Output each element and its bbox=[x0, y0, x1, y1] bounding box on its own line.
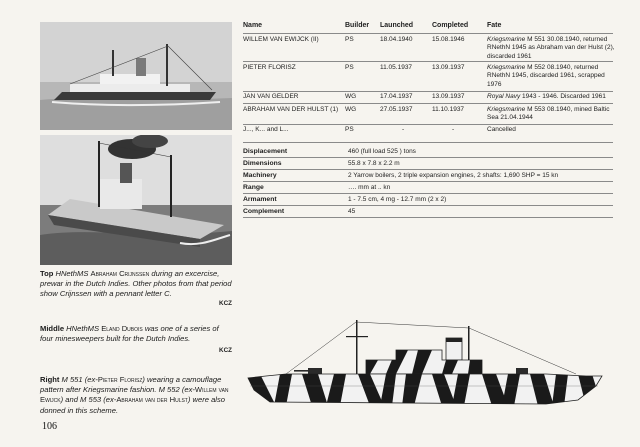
column-header-launched: Launched bbox=[380, 22, 414, 29]
caption-text: ) were also donned in this scheme. bbox=[40, 395, 226, 415]
cell-completed: - bbox=[452, 126, 455, 133]
fate-text: M 553 08.1940, mined Baltic Sea 21.04.1944 bbox=[487, 106, 610, 122]
spec-label-machinery: Machinery bbox=[243, 172, 277, 179]
top-photo-caption bbox=[40, 269, 232, 300]
spec-label-displacement: Displacement bbox=[243, 148, 288, 155]
cell-builder: PS bbox=[345, 64, 354, 71]
spec-rule bbox=[243, 157, 613, 158]
table-rule bbox=[243, 103, 613, 104]
cell-fate bbox=[487, 106, 615, 123]
top-ship-photo bbox=[40, 22, 232, 130]
fate-text: M 551 30.08.1940, returned RNethN 1945 as Abraham van der Hulst (2), discarded 1961 bbox=[487, 36, 615, 60]
photo-credit: KCZ bbox=[219, 347, 232, 354]
cell-builder: WG bbox=[345, 93, 357, 100]
column-header-fate: Fate bbox=[487, 22, 502, 29]
table-rule bbox=[243, 61, 613, 62]
spec-rule bbox=[243, 205, 613, 206]
spec-rule bbox=[243, 193, 613, 194]
spec-label-range: Range bbox=[243, 184, 264, 191]
cell-launched: - bbox=[402, 126, 405, 133]
cell-name: WILLEM VAN EWIJCK (II) bbox=[243, 36, 319, 43]
caption-text: HNethMS bbox=[64, 324, 102, 333]
cell-completed: 13.09.1937 bbox=[432, 64, 465, 71]
cell-launched: 27.05.1937 bbox=[380, 106, 413, 113]
column-header-completed: Completed bbox=[432, 22, 469, 29]
spec-rule bbox=[243, 142, 613, 143]
spec-value-displacement: 460 (full load 525 ) tons bbox=[348, 148, 416, 155]
cell-fate bbox=[487, 36, 615, 61]
caption-ship-name: Eland Dubois bbox=[101, 324, 143, 333]
spec-label-armament: Armament bbox=[243, 196, 277, 203]
caption-text: HNethMS bbox=[53, 269, 91, 278]
table-header-row bbox=[243, 22, 613, 32]
cell-builder: PS bbox=[345, 126, 354, 133]
caption-text: ) and M 553 (ex- bbox=[60, 395, 117, 405]
caption-tag: Middle bbox=[40, 324, 65, 333]
caption-tag: Right bbox=[40, 375, 60, 384]
photo-credit: KCZ bbox=[219, 300, 232, 307]
spec-value-machinery: 2 Yarrow boilers, 2 triple expansion engines, 2 shafts: 1,690 SHP = 15 kn bbox=[348, 172, 559, 179]
caption-text: during an excercise, prewar in the Dutch Indies. Other photos from that period show Crijnssen with a pennant letter C. bbox=[40, 269, 232, 299]
middle-ship-photo bbox=[40, 135, 232, 265]
caption-text: ) wearing a camouflage pattern after Kriegsmarine fashion. M 552 (ex- bbox=[40, 375, 222, 395]
fate-navy: Royal Navy bbox=[487, 93, 521, 100]
spec-label-dimensions: Dimensions bbox=[243, 160, 282, 167]
caption-ship-name: Pieter Florisz bbox=[97, 375, 143, 384]
cell-completed: 15.08.1946 bbox=[432, 36, 465, 43]
table-rule bbox=[243, 124, 613, 125]
cell-name: JAN VAN GELDER bbox=[243, 93, 299, 100]
spec-value-complement: 45 bbox=[348, 208, 356, 215]
right-illustration-caption bbox=[40, 375, 232, 416]
column-header-name: Name bbox=[243, 22, 263, 29]
caption-text: was one of a series of four minesweepers built for the Dutch Indies. bbox=[40, 324, 219, 344]
caption-tag: Top bbox=[40, 269, 54, 278]
cell-fate bbox=[487, 93, 615, 101]
spec-rule bbox=[243, 181, 613, 182]
fate-text: M 552 08.1940, returned RNethN 1945, discarded 1961, scrapped 1976 bbox=[487, 64, 605, 88]
spec-rule bbox=[243, 217, 613, 218]
cell-name: PIETER FLORISZ bbox=[243, 64, 296, 71]
table-rule bbox=[243, 91, 613, 92]
cell-launched: 17.04.1937 bbox=[380, 93, 413, 100]
cell-completed: 13.09.1937 bbox=[432, 93, 465, 100]
fate-text: Cancelled bbox=[487, 126, 516, 133]
spec-value-range: …. mm at .. kn bbox=[348, 184, 391, 191]
table-rule bbox=[243, 33, 613, 34]
middle-photo-caption bbox=[40, 324, 232, 344]
cell-name: ABRAHAM VAN DER HULST (1) bbox=[243, 106, 339, 113]
cell-fate bbox=[487, 126, 615, 134]
fate-navy: Kriegsmarine bbox=[487, 36, 526, 43]
spec-label-complement: Complement bbox=[243, 208, 285, 215]
cell-builder: PS bbox=[345, 36, 354, 43]
spec-value-armament: 1 - 7.5 cm, 4 mg - 12.7 mm (2 x 2) bbox=[348, 196, 447, 203]
spec-value-dimensions: 55.8 x 7.8 x 2.2 m bbox=[348, 160, 400, 167]
cell-completed: 11.10.1937 bbox=[432, 106, 465, 113]
caption-ship-name: Abraham Crijnssen bbox=[90, 269, 150, 278]
fate-navy: Kriegsmarine bbox=[487, 106, 526, 113]
caption-ship-name: Abraham van der Hulst bbox=[116, 395, 188, 405]
cell-builder: WG bbox=[345, 106, 357, 113]
caption-ship-name: Willem van Ewijck bbox=[40, 385, 229, 405]
column-header-builder: Builder bbox=[345, 22, 370, 29]
fate-navy: Kriegsmarine bbox=[487, 64, 526, 71]
cell-launched: 11.05.1937 bbox=[380, 64, 413, 71]
page-number: 106 bbox=[42, 421, 57, 432]
spec-rule bbox=[243, 169, 613, 170]
cell-name: J..., K... and L... bbox=[243, 126, 289, 133]
caption-text: M 551 (ex- bbox=[59, 375, 98, 384]
fate-text: 1943 - 1946. Discarded 1961 bbox=[520, 93, 606, 100]
camouflage-ship-illustration bbox=[246, 316, 616, 412]
cell-fate bbox=[487, 64, 615, 89]
cell-launched: 18.04.1940 bbox=[380, 36, 413, 43]
